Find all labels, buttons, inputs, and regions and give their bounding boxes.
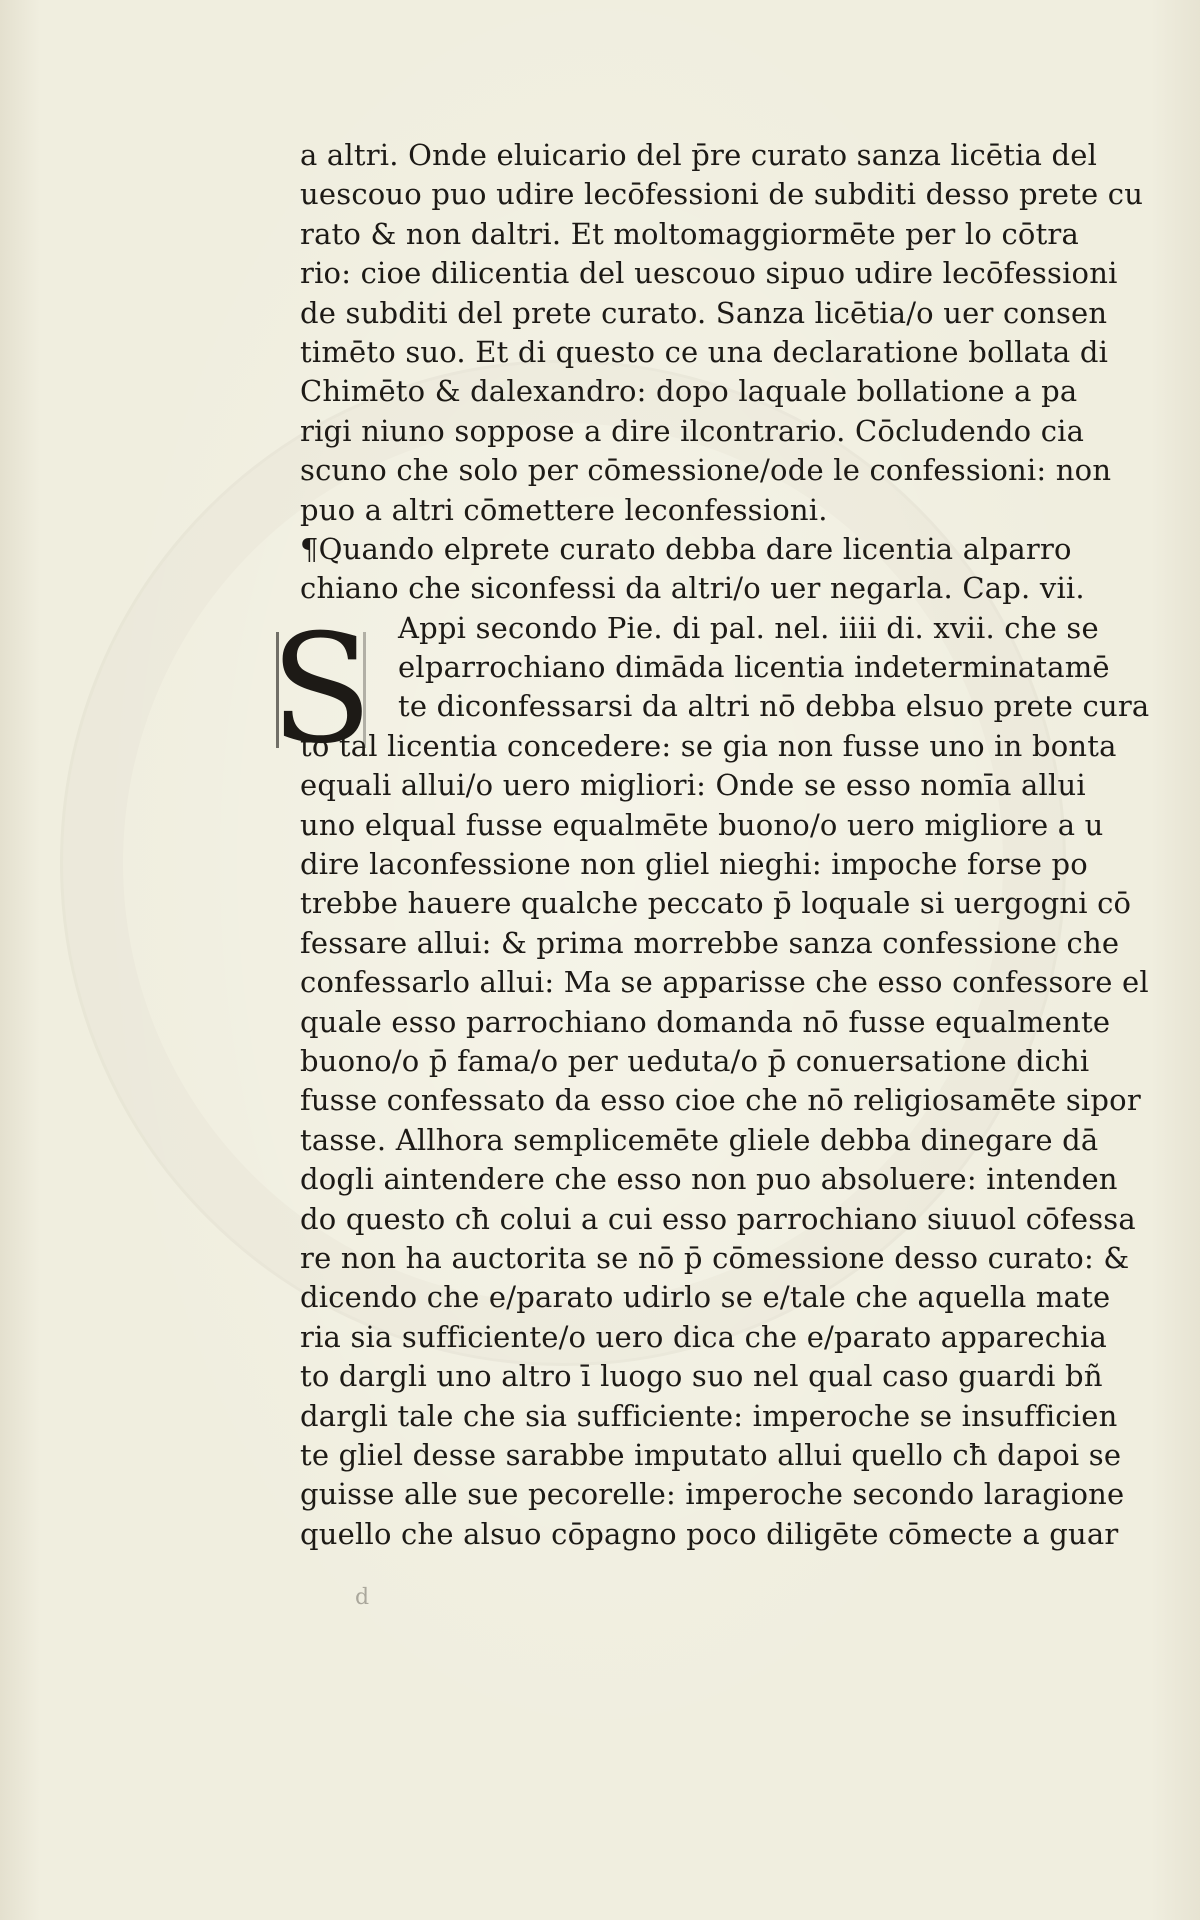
- decorated-initial-letter: S: [270, 603, 373, 777]
- text-line: equali allui/o uero migliori: Onde se esso nomīa allui: [300, 768, 1086, 803]
- text-line: dargli tale che sia sufficiente: imperoche se insufficien: [300, 1398, 1118, 1433]
- text-block: [300, 136, 1160, 1554]
- text-line: re non ha auctorita se nō p̄ cōmessione desso curato: &: [300, 1240, 1130, 1275]
- chapter-heading-line: chiano che siconfessi da altri/o uer negarla. Cap. vii.: [300, 571, 1085, 606]
- text-line: do questo cħ colui a cui esso parrochiano siuuol cōfessa: [300, 1201, 1136, 1236]
- text-line: te diconfessarsi da altri nō debba elsuo prete cura: [398, 689, 1150, 724]
- text-line: Chimēto & dalexandro: dopo laquale bollatione a pa: [300, 374, 1078, 409]
- text-line: buono/o p̄ fama/o per ueduta/o p̄ conuersatione dichi: [300, 1043, 1090, 1078]
- text-line: puo a altri cōmettere leconfessioni.: [300, 492, 828, 527]
- text-line: timēto suo. Et di questo ce una declaratione bollata di: [300, 334, 1109, 369]
- text-line: scuno che solo per cōmessione/ode le confessioni: non: [300, 453, 1112, 488]
- text-line: ria sia sufficiente/o uero dica che e/parato apparechia: [300, 1319, 1107, 1354]
- text-line: guisse alle sue pecorelle: imperoche secondo laragione: [300, 1477, 1125, 1512]
- text-line: elparrochiano dimāda licentia indeterminatamē: [398, 650, 1110, 685]
- text-line: quale esso parrochiano domanda nō fusse equalmente: [300, 1004, 1111, 1039]
- text-line: dire laconfessione non gliel nieghi: impoche forse po: [300, 847, 1088, 882]
- text-line: fusse confessato da esso cioe che nō religiosamēte sipor: [300, 1083, 1141, 1118]
- text-line: uescouo puo udire lecōfessioni de subditi desso prete cu: [300, 177, 1144, 212]
- text-line: rio: cioe dilicentia del uescouo sipuo udire lecōfessioni: [300, 256, 1118, 291]
- text-line: uno elqual fusse equalmēte buono/o uero migliore a u: [300, 807, 1104, 842]
- text-line: dogli aintendere che esso non puo absoluere: intenden: [300, 1162, 1118, 1197]
- text-line: fessare allui: & prima morrebbe sanza confessione che: [300, 925, 1120, 960]
- text-line: quello che alsuo cōpagno poco diligēte cōmecte a guar: [300, 1516, 1119, 1551]
- chapter-heading-line: ¶Quando elprete curato debba dare licentia alparro: [300, 531, 1072, 566]
- text-line: Appi secondo Pie. di pal. nel. iiii di. xvii. che se: [398, 610, 1099, 645]
- text-line: a altri. Onde eluicario del p̄re curato sanza licētia del: [300, 138, 1098, 172]
- page-mark: d: [355, 1585, 370, 1610]
- text-line: rigi niuno soppose a dire ilcontrario. Cōcludendo cia: [300, 413, 1085, 448]
- text-line: to tal licentia concedere: se gia non fusse uno in bonta: [300, 728, 1117, 763]
- text-line: de subditi del prete curato. Sanza licētia/o uer consen: [300, 295, 1108, 330]
- text-line: trebbe hauere qualche peccato p̄ loquale si uergogni cō: [300, 886, 1132, 921]
- text-line: te gliel desse sarabbe imputato allui quello cħ dapoi se: [300, 1437, 1122, 1472]
- text-line: dicendo che e/parato udirlo se e/tale che aquella mate: [300, 1280, 1111, 1315]
- text-line: to dargli uno altro ī luogo suo nel qual caso guardi bñ: [300, 1359, 1103, 1394]
- text-line: confessarlo allui: Ma se apparisse che esso confessore el: [300, 965, 1149, 1000]
- text-line: rato & non daltri. Et moltomaggiormēte per lo cōtra: [300, 216, 1079, 251]
- text-line: tasse. Allhora semplicemēte gliele debba dinegare dā: [300, 1122, 1099, 1157]
